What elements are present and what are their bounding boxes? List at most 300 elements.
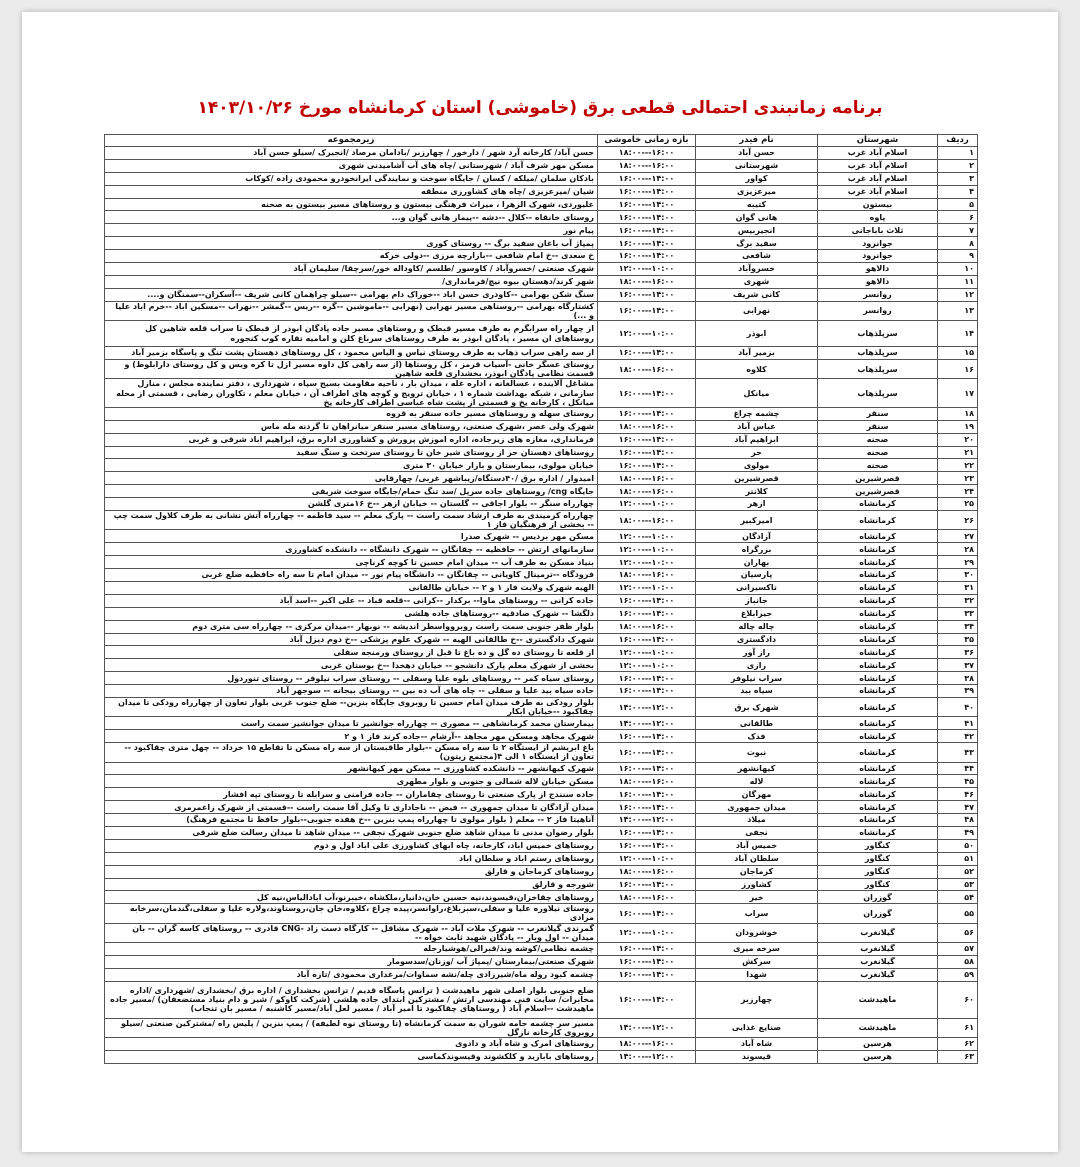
cell-city: کرمانشاه [818,530,938,543]
cell-sub: سنگ شکن بهرامی --کاودری حسن اباد --خوراک دام بهرامی --سیلو چراهمان کانی شریف --آسکران--سمنگان و.... [105,288,598,301]
cell-time: ۱۴:۰۰---۱۶:۰۰ [598,250,696,263]
cell-time: ۱۶:۰۰---۱۸:۰۰ [598,511,696,530]
cell-city: کرمانشاه [818,511,938,530]
cell-feeder: فدک [696,730,818,743]
table-row [105,379,978,408]
cell-time: ۱۰:۰۰---۱۲:۰۰ [598,646,696,659]
cell-time: ۱۶:۰۰---۱۸:۰۰ [598,485,696,498]
cell-city: هرسین [818,1038,938,1051]
cell-feeder: چاله چاله [696,620,818,633]
cell-num: ۲ [938,159,978,172]
cell-sub: ضلع جنوبی بلوار اصلی شهر ماهیدشت ( ترانس پاسگاه قدیم / ترانس بخشداری / اداره برق /بخشداری /شهرداری /اداره مخابرات/ سایت فنی مهندسی ارتش / مشترکین ابتدای جاده هلشی (شرکت کاوکو / شیر و دام بنیاد مستضعفان) /مسیر جاده ماهیدشت --اسلام آباد ( روستاهای چقاکبود تا امیر آباد / مسیر لعل آباد/مسیر کاشنبه / مسیر بان تنجاب) [105,981,598,1018]
cell-sub: روستاهای امرک و شاه آباد و دادوی [105,1038,598,1051]
cell-feeder: کلاوه [696,359,818,378]
cell-city: اسلام آباد غرب [818,185,938,198]
cell-feeder: شهرک برق [696,697,818,716]
cell-time: ۱۴:۰۰---۱۶:۰۰ [598,743,696,762]
cell-num: ۳۹ [938,685,978,698]
cell-num: ۲۹ [938,556,978,569]
cell-time: ۱۲:۰۰---۱۴:۰۰ [598,717,696,730]
table-row [105,697,978,716]
cell-num: ۲۴ [938,485,978,498]
cell-feeder: کلانتر [696,485,818,498]
cell-feeder: شافعی [696,250,818,263]
cell-city: گوزران [818,904,938,923]
cell-sub: شهرک ولی عصر ،شهرک صنعتی، روستاهای مسیر سنقر میانراهان تا گردنه مله ماس [105,420,598,433]
cell-time: ۱۴:۰۰---۱۶:۰۰ [598,826,696,839]
cell-feeder: کشاورز [696,878,818,891]
cell-sub: روستای عسگر خانی -آسیاب قرمز ، کل روستاها (از سه راهی کل داوه مسیر ازل تا کره ویس و کل روستای دارابلوط) و قسمت نظامی پادگان ابوذر، بخشداری قلعه شاهین [105,359,598,378]
table-row [105,237,978,250]
cell-num: ۳۱ [938,581,978,594]
cell-time: ۱۴:۰۰---۱۶:۰۰ [598,878,696,891]
cell-num: ۶۲ [938,1038,978,1051]
cell-num: ۳۶ [938,646,978,659]
cell-num: ۵ [938,198,978,211]
table-row [105,801,978,814]
cell-city: هرسین [818,1050,938,1063]
table-row [105,743,978,762]
document-sheet [22,12,1058,1152]
cell-time: ۱۲:۰۰---۱۴:۰۰ [598,814,696,827]
table-row [105,159,978,172]
cell-num: ۱۴ [938,321,978,347]
cell-feeder: نجفی [696,826,818,839]
cell-sub: گمرندی گیلانغرب -- شهرک ملات آباد -- شهرک مشاقل -- کارگاه دست زاد -CNG قادری -- روستاهای کاسه گران -- بان میدان -- اول وبار -- پادگان شهید ثابت خواه -- [105,923,598,942]
cell-time: ۱۰:۰۰---۱۲:۰۰ [598,556,696,569]
cell-city: کرمانشاه [818,581,938,594]
table-row [105,717,978,730]
cell-sub: بنیاد مسکن به طرف آب -- میدان امام حسین تا کوچه کرناچی [105,556,598,569]
cell-feeder: هانی گوان [696,211,818,224]
cell-feeder: سرکش [696,955,818,968]
cell-sub: شیان /میرعزیزی /چاه های کشاورزی منطقه [105,185,598,198]
cell-city: کنگاور [818,865,938,878]
cell-feeder: خسروآباد [696,263,818,276]
cell-sub: جاده کرانی -- روستاهای ماوا-- برکدار --کرانی --قلعه قباد -- علی اکبر --اسد آباد [105,594,598,607]
cell-sub: سازمانهای ارتش -- حافظیه -- چقانگان -- شهرک دانشگاه -- دانشکده کشاورزی [105,543,598,556]
cell-num: ۴۱ [938,717,978,730]
table-row [105,775,978,788]
table-row [105,646,978,659]
cell-sub: جایگاه cng/ روستاهای جاده سرپل /سد تنگ حمام/جایگاه سوخت شریفی [105,485,598,498]
cell-sub: باغ ابریشم از ایستگاه ۲ تا سه راه مسکن --بلوار طاقبستان از سه راه مسکن تا تقاطع ۱۵ خرداد -- چهل متری چقاکبود -- تعاون از ایستگاه ۱ الی ۴(مجتمع زیتون) [105,743,598,762]
cell-feeder: حر [696,446,818,459]
cell-feeder: بزرگراه [696,543,818,556]
cell-city: کرمانشاه [818,717,938,730]
cell-num: ۱۸ [938,407,978,420]
cell-city: قصرشیرین [818,472,938,485]
cell-sub: بلوار ظفر جنوبی سمت راست روبروواسطر اندیشه -- نوبهار --میدان مرکزی -- چهارراه سی متری دوم [105,620,598,633]
cell-feeder: شهدا [696,968,818,981]
cell-sub: فرودگاه --ترمینال کاویانی -- چقانگان -- دانشگاه پیام نور -- میدان امام تا سه راه حافظیه ضلع غربی [105,569,598,582]
cell-num: ۱ [938,147,978,160]
header-feeder: نام فیدر [696,135,818,147]
cell-sub: خیابان مولوی، بیمارستان و بازار خیابان ۳۰ متری [105,459,598,472]
cell-time: ۱۴:۰۰---۱۶:۰۰ [598,594,696,607]
cell-city: کرمانشاه [818,659,938,672]
cell-city: دالاهو [818,275,938,288]
cell-sub: روستاهای چقاخزان،قیسوند،نیه حسین خان،دانیار،ملکشاه ،خیبرنو،آب ابادالیاس،نیه کل [105,891,598,904]
cell-num: ۳ [938,172,978,185]
table-row [105,472,978,485]
table-row [105,172,978,185]
table-row [105,224,978,237]
table-row [105,1018,978,1037]
cell-time: ۱۴:۰۰---۱۶:۰۰ [598,433,696,446]
cell-feeder: آزادگان [696,530,818,543]
cell-sub: کشتارگاه بهرامی --روستاهی مسیر نهرابی (نهرابی --ماموشین --گره --ریس --گمشر --نهراب --مسکین اباد --خرم اباد علیا و ...) [105,301,598,320]
cell-city: کرمانشاه [818,762,938,775]
cell-num: ۸ [938,237,978,250]
cell-sub: روستاهای کرماجان و قارلق [105,865,598,878]
cell-feeder: میانکل [696,379,818,408]
cell-sub: پیام نور [105,224,598,237]
cell-num: ۵۴ [938,891,978,904]
cell-num: ۱۲ [938,288,978,301]
cell-num: ۵۰ [938,839,978,852]
cell-time: ۱۴:۰۰---۱۶:۰۰ [598,762,696,775]
table-row [105,359,978,378]
cell-num: ۱۷ [938,379,978,408]
cell-feeder: دادگستری [696,633,818,646]
cell-city: کنگاور [818,878,938,891]
cell-city: روانسر [818,288,938,301]
table-row [105,185,978,198]
header-num: ردیف [938,135,978,147]
cell-time: ۱۴:۰۰---۱۶:۰۰ [598,347,696,360]
cell-sub: الهیه شهرک ولایت فاز ۱ و ۲ -- خیابان طالقانی [105,581,598,594]
cell-city: ماهیدشت [818,981,938,1018]
table-row [105,904,978,923]
cell-city: پاوه [818,211,938,224]
table-row [105,498,978,511]
cell-num: ۲۱ [938,446,978,459]
cell-num: ۲۳ [938,472,978,485]
table-row [105,730,978,743]
cell-city: سنقر [818,420,938,433]
cell-city: ماهیدشت [818,1018,938,1037]
cell-sub: شهرک صنعتی /خسروآباد / کاوسور /طلسم /کاوداله خور/سرچقا/ سلیمان آباد [105,263,598,276]
cell-time: ۱۴:۰۰---۱۶:۰۰ [598,185,696,198]
cell-num: ۱۰ [938,263,978,276]
cell-time: ۱۲:۰۰---۱۴:۰۰ [598,1050,696,1063]
cell-feeder: قصرشیرین [696,472,818,485]
cell-sub: روستای سهله و روستاهای مسیر جاده سنقر به قروه [105,407,598,420]
cell-time: ۱۶:۰۰---۱۸:۰۰ [598,775,696,788]
cell-sub: میدان آزادگان تا میدان جمهوری -- فیض -- ناجاداری تا وکیل آقا سمت راست --قسمتی از شهرک زاغمرمری [105,801,598,814]
cell-feeder: شاه آباد [696,1038,818,1051]
cell-city: قصرشیرین [818,485,938,498]
table-row [105,543,978,556]
cell-city: سرپلذهاب [818,347,938,360]
cell-sub: بلوار رودکی به طرف میدان امام حسین تا روبروی جایگاه بنزین-- ضلع جنوب غربی بلوار تعاون از چهارراه رودکی تا میدان چقاکبود --خیابان ابکار [105,697,598,716]
table-row [105,672,978,685]
cell-num: ۲۷ [938,530,978,543]
cell-city: کرمانشاه [818,743,938,762]
cell-sub: بادکان سلمان /میلکه / کسان / جایگاه سوخت و نمایندگی ایرانخودرو محمودی زاده /کوکاب [105,172,598,185]
cell-time: ۱۶:۰۰---۱۸:۰۰ [598,159,696,172]
cell-num: ۵۹ [938,968,978,981]
cell-city: کنگاور [818,852,938,865]
cell-city: صحنه [818,433,938,446]
cell-sub: روستاهای بابازید و کلکشوند وقیسوندکماسی [105,1050,598,1063]
cell-feeder: کیهانشهر [696,762,818,775]
cell-num: ۵۵ [938,904,978,923]
cell-feeder: مولوی [696,459,818,472]
table-row [105,633,978,646]
cell-sub: شهرک صنعتی/بیمارستان /پمپاژ آب /وزنان/سدسومار [105,955,598,968]
cell-feeder: خمیس آباد [696,839,818,852]
cell-sub: مسکن مهر شرف آباد / شهرستانی /چاه های آب آشامیدنی شهری [105,159,598,172]
cell-num: ۵۳ [938,878,978,891]
cell-feeder: سراب [696,904,818,923]
cell-feeder: طالقانی [696,717,818,730]
table-row [105,198,978,211]
table-row [105,814,978,827]
table-row [105,891,978,904]
cell-sub: روستاهای دهستان حر از روستای شیر خان تا روستای سرتخت و سنگ سفید [105,446,598,459]
cell-feeder: امیرکبیر [696,511,818,530]
cell-num: ۲۶ [938,511,978,530]
cell-feeder: سرخه میری [696,943,818,956]
table-row [105,288,978,301]
cell-city: کنگاور [818,839,938,852]
cell-sub: علیوردی، شهرک الزهرا ، میراث فرهنگی بیستون و روستاهای مسیر بیستون به صحنه [105,198,598,211]
table-row [105,981,978,1018]
table-row [105,275,978,288]
cell-num: ۱۵ [938,347,978,360]
cell-num: ۱۱ [938,275,978,288]
cell-sub: مسکن مهر بردیس -- شهرک صدرا [105,530,598,543]
table-row [105,347,978,360]
cell-feeder: ابوذر [696,321,818,347]
outage-schedule-table [104,134,978,1064]
cell-sub: روستای خانقاه --کلال --دشه --پیماز هانی گوان و... [105,211,598,224]
cell-time: ۱۰:۰۰---۱۲:۰۰ [598,321,696,347]
cell-city: کرمانشاه [818,556,938,569]
cell-time: ۱۲:۰۰---۱۴:۰۰ [598,697,696,716]
cell-feeder: مهرگان [696,788,818,801]
table-row [105,211,978,224]
cell-city: سرپلذهاب [818,321,938,347]
cell-feeder: لاله [696,775,818,788]
table-row [105,263,978,276]
cell-sub: چهارراه سنگر -- بلوار اجاقی -- گلستان -- خیابان ازهر --خ ۱۶متری گلشن [105,498,598,511]
cell-feeder: عباس آباد [696,420,818,433]
cell-sub: پمپاژ آب باغان سفید برگ -- روستای کوری [105,237,598,250]
cell-num: ۴۸ [938,814,978,827]
cell-time: ۱۶:۰۰---۱۸:۰۰ [598,620,696,633]
cell-sub: شهرک کیهانشهر -- دانشکده کشاورزی -- مسکن مهر کیهانشهر [105,762,598,775]
cell-time: ۱۴:۰۰---۱۶:۰۰ [598,839,696,852]
cell-time: ۱۴:۰۰---۱۶:۰۰ [598,407,696,420]
table-row [105,607,978,620]
cell-feeder: سراب نیلوفر [696,672,818,685]
cell-city: جوانرود [818,250,938,263]
table-row [105,420,978,433]
table-row [105,865,978,878]
cell-time: ۱۴:۰۰---۱۶:۰۰ [598,801,696,814]
table-row [105,459,978,472]
cell-sub: چهارراه کرمیندی به طرف ارشاد سمت راست -- پارک معلم -- سید فاطمه -- چهارراه آتش نشانی به طرف کلاول سمت چپ -- بخشی از فرهنگیان فاز ۱ [105,511,598,530]
cell-city: کرمانشاه [818,775,938,788]
cell-time: ۱۴:۰۰---۱۶:۰۰ [598,904,696,923]
cell-time: ۱۴:۰۰---۱۶:۰۰ [598,955,696,968]
cell-sub: آناهیتا فاز ۲ -- معلم ( بلوار مولوی تا چهارراه پمپ بنزین --خ هفده جنوبی--بلوار حافظ تا مجتمع فرهنگ) [105,814,598,827]
cell-feeder: خیر [696,891,818,904]
cell-num: ۳۰ [938,569,978,582]
cell-feeder: نبوت [696,743,818,762]
cell-sub: از سه راهی سراب ذهاب به طرف روستای نیاس و الیاس محمود ، کل روستاهای دهستان پشت تنگ و پاسگاه بزمیر آباد [105,347,598,360]
cell-time: ۱۰:۰۰---۱۲:۰۰ [598,923,696,942]
table-row [105,147,978,160]
table-row [105,569,978,582]
cell-sub: شورجه و قارلق [105,878,598,891]
cell-num: ۴۹ [938,826,978,839]
cell-num: ۱۶ [938,359,978,378]
table-row [105,620,978,633]
cell-city: سرپلذهاب [818,379,938,408]
cell-city: دالاهو [818,263,938,276]
cell-num: ۶۳ [938,1050,978,1063]
table-row [105,852,978,865]
cell-time: ۱۶:۰۰---۱۸:۰۰ [598,420,696,433]
cell-time: ۱۴:۰۰---۱۶:۰۰ [598,685,696,698]
cell-time: ۱۰:۰۰---۱۲:۰۰ [598,263,696,276]
cell-city: صحنه [818,446,938,459]
table-row [105,685,978,698]
cell-time: ۱۴:۰۰---۱۶:۰۰ [598,672,696,685]
cell-time: ۱۴:۰۰---۱۶:۰۰ [598,237,696,250]
cell-time: ۱۴:۰۰---۱۶:۰۰ [598,459,696,472]
cell-num: ۴۰ [938,697,978,716]
cell-sub: مسکن خیابان لاله شمالی و جنوبی و بلوار مطهری [105,775,598,788]
cell-city: اسلام آباد غرب [818,172,938,185]
table-row [105,968,978,981]
cell-feeder: چشمه چراغ [696,407,818,420]
cell-city: کرمانشاه [818,814,938,827]
table-row [105,556,978,569]
cell-city: گیلانغرب [818,943,938,956]
cell-city: کرمانشاه [818,594,938,607]
cell-feeder: سیاه بید [696,685,818,698]
cell-city: جوانرود [818,237,938,250]
table-row [105,250,978,263]
cell-city: کرمانشاه [818,697,938,716]
table-row [105,446,978,459]
cell-num: ۹ [938,250,978,263]
cell-time: ۱۰:۰۰---۱۲:۰۰ [598,530,696,543]
cell-feeder: پارسیان [696,569,818,582]
table-row [105,530,978,543]
cell-city: روانسر [818,301,938,320]
cell-feeder: جیرابلاغ [696,607,818,620]
cell-time: ۱۴:۰۰---۱۶:۰۰ [598,943,696,956]
header-city: شهرستان [818,135,938,147]
cell-num: ۳۳ [938,607,978,620]
table-row [105,1038,978,1051]
cell-city: کرمانشاه [818,569,938,582]
cell-sub: روستاهای رستم اباد و سلطان اباد [105,852,598,865]
cell-time: ۱۶:۰۰---۱۸:۰۰ [598,1038,696,1051]
cell-time: ۱۶:۰۰---۱۸:۰۰ [598,147,696,160]
cell-sub: از قلعه تا روستای ده گل و ده باغ تا قبل از روستای ورمنجه سفلی [105,646,598,659]
cell-feeder: بزمیر آباد [696,347,818,360]
cell-sub: شهر کرند/دهستان بیوه نیچ/فرمانداری/ [105,275,598,288]
cell-feeder: راز آور [696,646,818,659]
cell-time: ۱۰:۰۰---۱۲:۰۰ [598,498,696,511]
cell-sub: جاده سنندج از پارک صنعتی تا روستای چقاماران -- جاده فرامنی و سرابله تا روستای تپه افشار [105,788,598,801]
cell-num: ۱۳ [938,301,978,320]
cell-feeder: میلاد [696,814,818,827]
cell-time: ۱۴:۰۰---۱۶:۰۰ [598,172,696,185]
cell-time: ۱۴:۰۰---۱۶:۰۰ [598,288,696,301]
cell-time: ۱۰:۰۰---۱۲:۰۰ [598,543,696,556]
cell-feeder: نهرابی [696,301,818,320]
cell-city: کرمانشاه [818,730,938,743]
cell-city: کرمانشاه [818,607,938,620]
cell-num: ۴۲ [938,730,978,743]
cell-city: گوزران [818,891,938,904]
cell-sub: خ سعدی --خ امام شافعی --بازارچه مرزی --دولی خرکه [105,250,598,263]
table-row [105,923,978,942]
cell-time: ۱۶:۰۰---۱۸:۰۰ [598,472,696,485]
cell-time: ۱۶:۰۰---۱۸:۰۰ [598,569,696,582]
cell-feeder: جانباز [696,594,818,607]
table-row [105,301,978,320]
cell-sub: روستاهای خمیس اباد، کارخانه، چاه ابهای کشاورزی علی اباد اول و دوم [105,839,598,852]
document-title: برنامه زمانبندی احتمالی قطعی برق (خاموشی) استان کرمانشاه مورخ ۱۴۰۳/۱۰/۲۶ [197,98,883,118]
table-row [105,943,978,956]
cell-feeder: قیسوند [696,1050,818,1063]
cell-city: کرمانشاه [818,543,938,556]
cell-city: کرمانشاه [818,826,938,839]
cell-time: ۱۶:۰۰---۱۸:۰۰ [598,359,696,378]
cell-city: کرمانشاه [818,685,938,698]
cell-sub: از چهار راه سرابگرم به طرف مسیر قبطک و روستاهای مسیر جاده پادگان ابوذر از قبطک تا سراب قلعه شاهین کل روستاهای ان مسیر ، پادگان ابوذر به طرف روستاهای سرباغ کلن و امامیه تقاره کوب کنجوره [105,321,598,347]
cell-city: اسلام آباد غرب [818,147,938,160]
table-row [105,762,978,775]
cell-city: بیستون [818,198,938,211]
table-row [105,788,978,801]
cell-num: ۳۸ [938,672,978,685]
cell-feeder: میدان جمهوری [696,801,818,814]
cell-time: ۱۰:۰۰---۱۲:۰۰ [598,852,696,865]
cell-sub: چشمه کبود روله ماه/شیرزادی چله/نشه سماوات/مرغداری محمودی /تازه آباد [105,968,598,981]
cell-feeder: کرماجان [696,865,818,878]
cell-time: ۱۴:۰۰---۱۶:۰۰ [598,224,696,237]
table-row [105,1050,978,1063]
cell-time: ۱۶:۰۰---۱۸:۰۰ [598,891,696,904]
cell-city: ثلاث باباجانی [818,224,938,237]
cell-time: ۱۴:۰۰---۱۶:۰۰ [598,788,696,801]
cell-num: ۴۷ [938,801,978,814]
cell-time: ۱۴:۰۰---۱۶:۰۰ [598,968,696,981]
cell-num: ۵۸ [938,955,978,968]
table-row [105,581,978,594]
cell-sub: بیمارستان محمد کرمانشاهی -- مصوری -- چهارراه جوانشیر تا میدان جوانشیر سمت راست [105,717,598,730]
cell-feeder: انجیربیس [696,224,818,237]
cell-sub: مسیر سر چشمه جامه شوران به سمت کرمانشاه (تا روستای نوه لطیفه) / پمپ بنزین / پلیس راه /مشترکین صنعتی /سیلو روبروی کارخانه نازگل [105,1018,598,1037]
table-row [105,407,978,420]
table-row [105,659,978,672]
cell-num: ۴۳ [938,743,978,762]
cell-city: کرمانشاه [818,788,938,801]
cell-city: صحنه [818,459,938,472]
cell-num: ۲۵ [938,498,978,511]
cell-sub: امیدوار / اداره برق /۴۰دستگاه/زیباشهر غربی/ چهارقاپی [105,472,598,485]
